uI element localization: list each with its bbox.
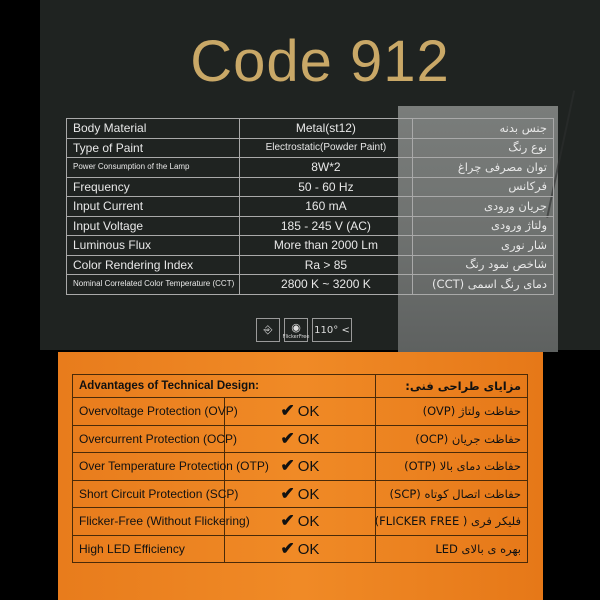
advantage-label-fa: حفاظت ولتاژ (OVP)	[376, 398, 528, 426]
spec-label-en: Body Material	[67, 119, 240, 139]
advantage-row	[73, 398, 528, 426]
spec-row	[67, 236, 554, 256]
advantage-status	[224, 425, 376, 453]
page-title: Code 912	[190, 29, 450, 94]
spec-label-fa: ولتاژ ورودی	[412, 216, 553, 236]
check-icon: ✔	[280, 428, 295, 448]
spec-label-fa: شار نوری	[412, 236, 553, 256]
spec-value: 50 - 60 Hz	[239, 177, 412, 197]
spec-label-en: Input Current	[67, 197, 240, 217]
spec-label-fa: جنس بدنه	[412, 119, 553, 139]
spec-row	[67, 119, 554, 139]
advantage-row	[73, 425, 528, 453]
advantage-status	[224, 535, 376, 563]
spec-value: Ra > 85	[239, 255, 412, 275]
spec-row	[67, 158, 554, 178]
flicker-free-icon-label: FlickerFree	[282, 333, 310, 340]
feature-icons	[256, 318, 352, 342]
spec-value: More than 2000 Lm	[239, 236, 412, 256]
spec-table	[66, 118, 554, 295]
spec-label-en: Luminous Flux	[67, 236, 240, 256]
spec-value: Metal(st12)	[239, 119, 412, 139]
spec-value: 185 - 245 V (AC)	[239, 216, 412, 236]
flicker-free-icon	[284, 318, 308, 342]
spec-label-en: Input Voltage	[67, 216, 240, 236]
advantage-label-en: High LED Efficiency	[73, 535, 225, 563]
spec-label-fa: جریان ورودی	[412, 197, 553, 217]
status-text: OK	[297, 540, 320, 558]
spec-label-fa: توان مصرفی چراغ	[412, 158, 553, 178]
spec-label-fa: دمای رنگ اسمی (CCT)	[412, 275, 553, 295]
spec-label-en: Color Rendering Index	[67, 255, 240, 275]
spec-row	[67, 177, 554, 197]
spec-panel	[40, 0, 600, 350]
advantage-label-fa: حفاظت اتصال کوتاه (SCP)	[376, 480, 528, 508]
advantages-panel	[58, 352, 543, 600]
advantages-header-fa: مزایای طراحی فنی:	[376, 375, 528, 398]
spec-label-en: Power Consumption of the Lamp	[67, 158, 240, 178]
advantage-row	[73, 508, 528, 536]
spec-label-fa: نوع رنگ	[412, 138, 553, 158]
spec-row	[67, 138, 554, 158]
advantage-label-en: Flicker-Free (Without Flickering)	[73, 508, 225, 536]
spec-label-en: Frequency	[67, 177, 240, 197]
advantage-label-fa: حفاظت جریان (OCP)	[376, 425, 528, 453]
status-text: OK	[297, 458, 320, 476]
advantages-header-en: Advantages of Technical Design:	[73, 375, 376, 398]
beam-angle-icon-glyph: 110° <	[314, 324, 350, 336]
advantage-label-en: Over Temperature Protection (OTP)	[73, 453, 225, 481]
door-icon	[256, 318, 280, 342]
status-text: OK	[297, 485, 320, 503]
status-text: OK	[297, 430, 320, 448]
advantage-label-en: Overcurrent Protection (OCP)	[73, 425, 225, 453]
advantage-label-en: Overvoltage Protection (OVP)	[73, 398, 225, 426]
advantage-label-fa: بهره ی بالای LED	[376, 535, 528, 563]
spec-value: 8W*2	[239, 158, 412, 178]
spec-row	[67, 255, 554, 275]
advantage-label-fa: حفاظت دمای بالا (OTP)	[376, 453, 528, 481]
check-icon: ✔	[280, 483, 295, 503]
spec-label-en: Type of Paint	[67, 138, 240, 158]
advantage-status	[224, 480, 376, 508]
spec-row	[67, 275, 554, 295]
advantage-row	[73, 535, 528, 563]
spec-label-en: Nominal Correlated Color Temperature (CCT)	[67, 275, 240, 295]
spec-label-fa: فرکانس	[412, 177, 553, 197]
spec-row	[67, 197, 554, 217]
advantages-table	[72, 374, 528, 563]
advantage-row	[73, 480, 528, 508]
flicker-free-icon-glyph: ◉	[291, 320, 301, 334]
check-icon: ✔	[280, 456, 295, 476]
advantage-label-en: Short Circuit Protection (SCP)	[73, 480, 225, 508]
door-icon-glyph: ⎆	[263, 323, 273, 336]
advantage-status	[224, 398, 376, 426]
spec-value: Electrostatic(Powder Paint)	[239, 138, 412, 158]
spec-label-fa: شاخص نمود رنگ	[412, 255, 553, 275]
check-icon: ✔	[280, 511, 295, 531]
spec-value: 2800 K ~ 3200 K	[239, 275, 412, 295]
spec-row	[67, 216, 554, 236]
status-text: OK	[297, 513, 320, 531]
advantages-header	[73, 375, 528, 398]
status-text: OK	[297, 403, 320, 421]
spec-value: 160 mA	[239, 197, 412, 217]
beam-angle-icon	[312, 318, 352, 342]
advantage-row	[73, 453, 528, 481]
check-icon: ✔	[280, 538, 295, 558]
check-icon: ✔	[280, 401, 295, 421]
advantage-label-fa: فلیکر فری ( FLICKER FREE)	[376, 508, 528, 536]
